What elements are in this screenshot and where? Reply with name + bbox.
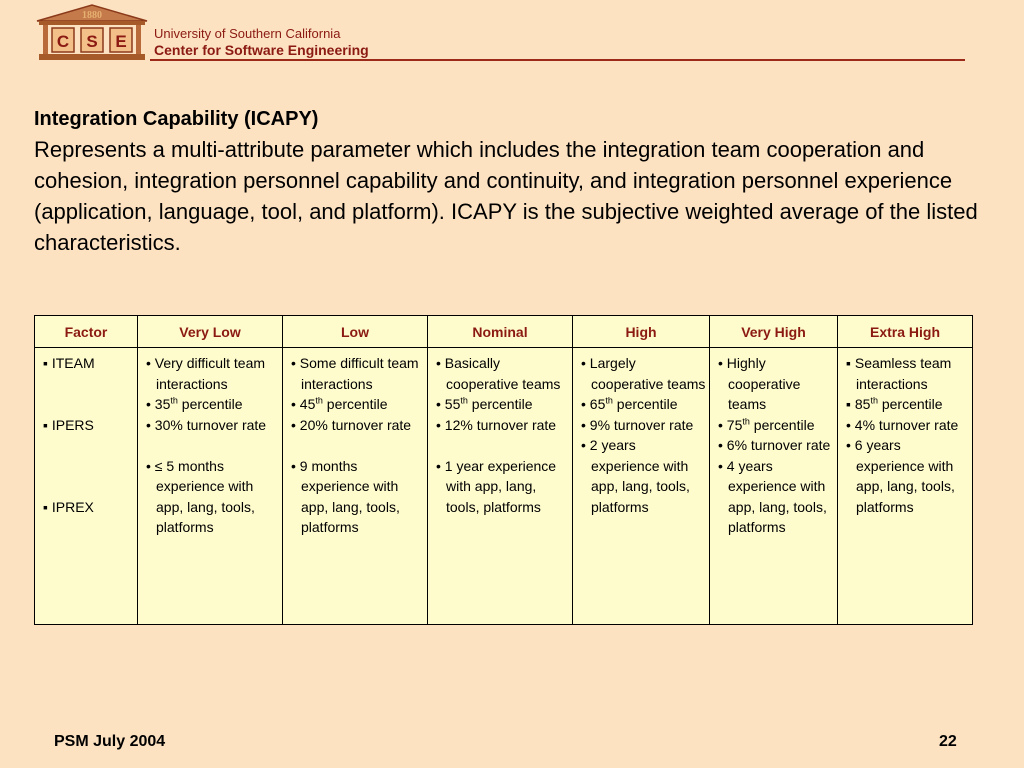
- very-high-turnover: • 6% turnover rate: [718, 437, 831, 453]
- very-high-experience: • 4 years experience with app, lang, tools, platforms: [718, 457, 827, 535]
- very-high-percentile: • 75th percentile: [718, 415, 815, 433]
- header-factor: Factor: [35, 316, 138, 348]
- nominal-turnover: • 12% turnover rate: [436, 416, 557, 433]
- logo-letter-c: C: [56, 32, 70, 51]
- nominal-cell: [428, 348, 573, 625]
- low-experience: • 9 months experience with app, lang, tools, platforms: [291, 457, 400, 535]
- slide-title: Integration Capability (ICAPY): [34, 108, 319, 130]
- svg-text:1880: 1880: [82, 10, 102, 21]
- rating-table: [34, 315, 973, 625]
- table-row: [35, 348, 973, 625]
- factor-ipers: ▪ IPERS: [43, 416, 94, 433]
- table-header-row: [35, 316, 973, 348]
- low-turnover: • 20% turnover rate: [291, 416, 412, 433]
- factor-iprex: ▪ IPREX: [43, 498, 94, 515]
- extra-high-team: ▪ Seamless team interactions: [846, 355, 952, 392]
- header-very-high: Very High: [710, 316, 838, 348]
- very-low-experience: • ≤ 5 months experience with app, lang, tools, platforms: [146, 457, 255, 535]
- extra-high-turnover: • 4% turnover rate: [846, 416, 959, 433]
- header-extra-high: Extra High: [838, 316, 973, 348]
- high-cell: [573, 348, 710, 625]
- header-low: Low: [283, 316, 428, 348]
- organization-name: [154, 26, 369, 58]
- slide-description: Represents a multi-attribute parameter which includes the integration team cooperation and cohesion, integration personnel capability and continuity, and integration personnel experience (application, language, tool, and platform). ICAPY is the subjective weighted average of the listed characteristics.: [34, 137, 978, 255]
- low-team: • Some difficult team interactions: [291, 355, 419, 392]
- very-low-percentile: • 35th percentile: [146, 395, 243, 412]
- low-cell: [283, 348, 428, 625]
- low-percentile: • 45th percentile: [291, 395, 388, 412]
- page-number: 22: [939, 733, 957, 750]
- extra-high-experience: • 6 years experience with app, lang, tools, platforms: [846, 437, 955, 515]
- nominal-experience: • 1 year experience with app, lang, tools, platforms: [436, 457, 557, 515]
- very-low-team: • Very difficult team interactions: [146, 355, 266, 392]
- logo-letter-e: E: [115, 32, 127, 51]
- header-very-low: Very Low: [138, 316, 283, 348]
- extra-high-percentile: ▪ 85th percentile: [846, 395, 943, 412]
- very-low-cell: [138, 348, 283, 625]
- header-divider: [150, 59, 965, 61]
- nominal-percentile: • 55th percentile: [436, 395, 533, 412]
- high-percentile: • 65th percentile: [581, 395, 678, 412]
- center-name: Center for Software Engineering: [154, 42, 369, 58]
- high-turnover: • 9% turnover rate: [581, 416, 694, 433]
- high-team: • Largely cooperative teams: [581, 355, 706, 392]
- very-high-team: • Highly cooperative teams: [718, 355, 801, 412]
- university-name: University of Southern California: [154, 26, 341, 41]
- very-low-turnover: • 30% turnover rate: [146, 416, 267, 433]
- footer-event: PSM July 2004: [54, 733, 166, 750]
- logo-letter-s: S: [86, 32, 98, 51]
- factor-cell: [35, 348, 138, 625]
- very-high-cell: [710, 348, 838, 625]
- factor-iteam: ▪ ITEAM: [43, 355, 95, 371]
- nominal-team: • Basically cooperative teams: [436, 355, 561, 392]
- extra-high-cell: [838, 348, 973, 625]
- header-high: High: [573, 316, 710, 348]
- cse-logo: [33, 4, 151, 62]
- high-experience: • 2 years experience with app, lang, tools, platforms: [581, 437, 690, 515]
- header-nominal: Nominal: [428, 316, 573, 348]
